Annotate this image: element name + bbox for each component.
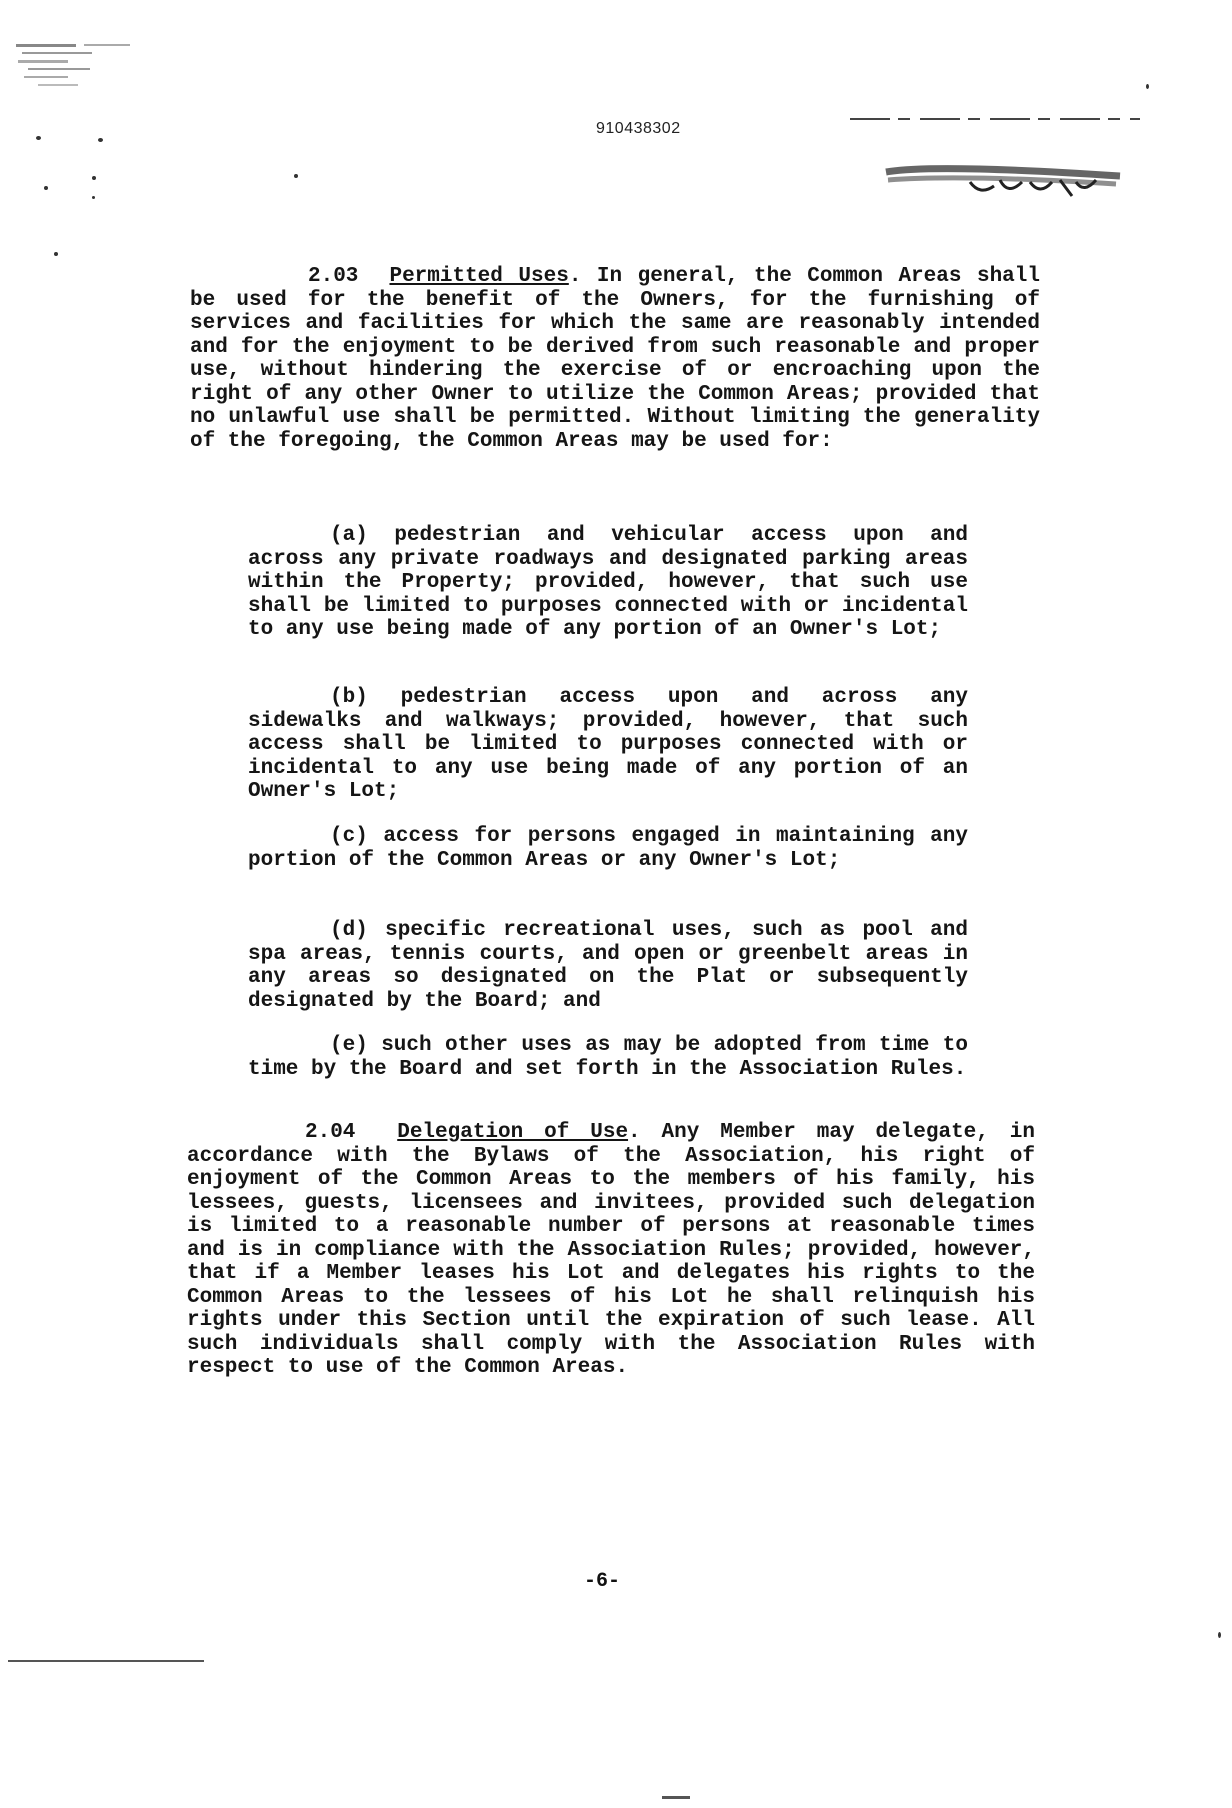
section-heading: Permitted Uses [389,265,569,288]
section-body: . Any Member may delegate, in accordance with the Bylaws of the Association, his right of enjoyment of the Common Areas to the members of his family, his lessees, guests, licensees and invitees, provided such delegation is limited to a reasonable number of persons at reasonable times and is in compliance with the Association Rules; provided, however, that if a Member leases his Lot and delegates his rights to the Common Areas to the lessees of his Lot he shall relinquish his rights under this Section until the expiration of such lease. All such individuals shall comply with the Association Rules with respect to use of the Common Areas. [187,1121,1035,1379]
scan-speck [36,136,41,140]
section-number: 2.04 [305,1121,356,1144]
scan-artifact-corner [14,40,132,94]
list-item-c: (c) access for persons engaged in maintaining any portion of the Common Areas or any Owner's Lot; [248,825,968,872]
list-item-e: (e) such other uses as may be adopted from time to time by the Board and set forth in the Association Rules. [248,1034,968,1081]
document-number: 910438302 [596,120,681,137]
section-body: . In general, the Common Areas shall be used for the benefit of the Owners, for the furnishing of services and facilities for which the same are reasonably intended and for the enjoyment to be derived from such reasonable and proper use, without hindering the exercise of or encroaching upon the right of any other Owner to utilize the Common Areas; provided that no unlawful use shall be permitted. Without limiting the generality of the foregoing, the Common Areas may be used for: [190,265,1040,453]
scan-speck [44,186,48,190]
section-2-04 [187,1121,1035,1380]
scan-artifact-bottom [662,1796,690,1799]
scan-speck [92,196,95,199]
section-number: 2.03 [308,265,359,288]
scan-speck [98,138,103,142]
page-number: -6- [584,1570,621,1593]
list-item-b: (b) pedestrian access upon and across any sidewalks and walkways; provided, however, that such access shall be limited to purposes connected with or incidental to any use being made of any portion of an Owner's Lot; [248,686,968,803]
scan-speck [1218,1632,1221,1638]
footer-rule [8,1660,204,1662]
section-heading: Delegation of Use [397,1121,629,1144]
list-item-d: (d) specific recreational uses, such as pool and spa areas, tennis courts, and open or greenbelt areas in any areas so designated on the Plat or subsequently designated by the Board; and [248,919,968,1013]
scan-speck [1146,84,1149,89]
scan-speck [92,176,96,180]
section-2-03 [190,265,1040,453]
list-item-a: (a) pedestrian and vehicular access upon and across any private roadways and designated parking areas within the Property; provided, however, that such use shall be limited to purposes connected with or incidental to any use being made of any portion of an Owner's Lot; [248,524,968,641]
scan-speck [294,174,298,178]
scan-speck [54,252,58,256]
recorder-stamp [880,162,1126,198]
header-rule [850,118,1140,120]
